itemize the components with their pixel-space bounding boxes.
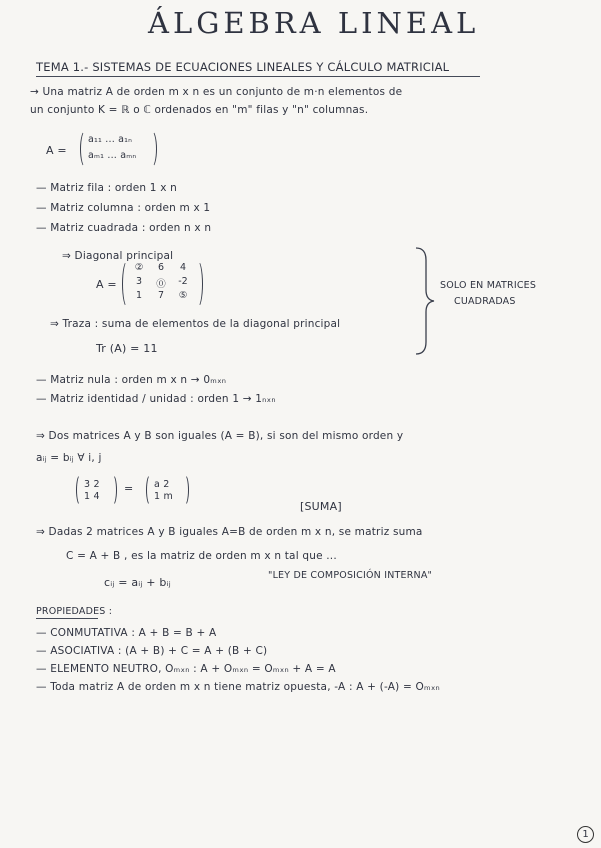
diag-cell: ⑤ [178,290,188,301]
page-number: 1 [577,826,594,843]
sum-formula: cᵢⱼ = aᵢⱼ + bᵢⱼ [104,576,171,589]
eq-right-matrix: a 2 1 m [154,479,173,502]
properties-underline [36,618,98,619]
property-associative: — ASOCIATIVA : (A + B) + C = A + (B + C) [36,645,268,657]
type-column-matrix: — Matriz columna : orden m x 1 [36,202,211,214]
equal-matrices-line-1: ⇒ Dos matrices A y B son iguales (A = B), si son del mismo orden y [36,430,404,442]
intro-line-2: un conjunto K = ℝ o ℂ ordenados en "m" filas y "n" columnas. [30,104,369,116]
diag-cell: 1 [135,290,143,301]
sum-definition-line-1: ⇒ Dadas 2 matrices A y B iguales A=B de orden m x n, se matriz suma [36,526,423,538]
page-title: ÁLGEBRA LINEAL [148,6,480,40]
note-only-square-1: SOLO EN MATRICES [440,280,537,291]
diag-cell: ② [134,262,144,273]
topic-heading: TEMA 1.- SISTEMAS DE ECUACIONES LINEALES Y CÁLCULO MATRICIAL [36,60,450,74]
intro-line-1: → Una matriz A de orden m x n es un conjunto de m·n elementos de [30,86,403,98]
diag-cell: 7 [157,290,165,301]
matrix-right-paren [146,130,157,168]
matrix-row-1: a₁₁ ... a₁ₙ [88,134,133,145]
properties-heading: PROPIEDADES : [36,606,113,617]
type-square-matrix: — Matriz cuadrada : orden n x n [36,222,212,234]
property-neutral-element: — ELEMENTO NEUTRO, Oₘₓₙ : A + Oₘₓₙ = Oₘₓₙ + A = A [36,663,336,675]
matrix-row-2: aₘ₁ ... aₘₙ [88,150,137,161]
equal-matrices-line-2: aᵢⱼ = bᵢⱼ ∀ i, j [36,452,102,464]
diag-cell: 4 [179,262,187,273]
eq-left-paren-close [108,474,117,506]
note-only-square-2: CUADRADAS [454,296,516,307]
diag-matrix-label: A = [96,278,117,291]
diag-right-paren [192,260,203,308]
trace-definition: ⇒ Traza : suma de elementos de la diagonal principal [50,318,341,330]
property-opposite-matrix: — Toda matriz A de orden m x n tiene matriz opuesta, -A : A + (-A) = Oₘₓₙ [36,681,440,693]
diagonal-heading: ⇒ Diagonal principal [62,250,174,262]
diag-cell: -2 [178,276,188,287]
sum-definition-line-2: C = A + B , es la matriz de orden m x n tal que ... [66,550,337,562]
brace-icon [412,246,438,356]
identity-matrix: — Matriz identidad / unidad : orden 1 → 1ₙₓₙ [36,393,276,405]
internal-composition-law: "LEY DE COMPOSICIÓN INTERNA" [268,570,433,581]
null-matrix: — Matriz nula : orden m x n → 0ₘₓₙ [36,374,227,386]
trace-value: Tr (A) = 11 [96,342,158,355]
equals-sign: = [124,482,134,495]
sum-section-tag: [SUMA] [300,500,342,513]
diag-cell: 6 [157,262,165,273]
topic-underline [36,76,480,77]
eq-right-paren-close [180,474,189,506]
diag-cell: 3 [135,276,143,287]
diag-cell: ⓪ [156,279,166,290]
type-row-matrix: — Matriz fila : orden 1 x n [36,182,178,194]
property-commutative: — CONMUTATIVA : A + B = B + A [36,627,217,639]
matrix-label: A = [46,144,67,157]
eq-left-matrix: 3 2 1 4 [84,479,100,502]
